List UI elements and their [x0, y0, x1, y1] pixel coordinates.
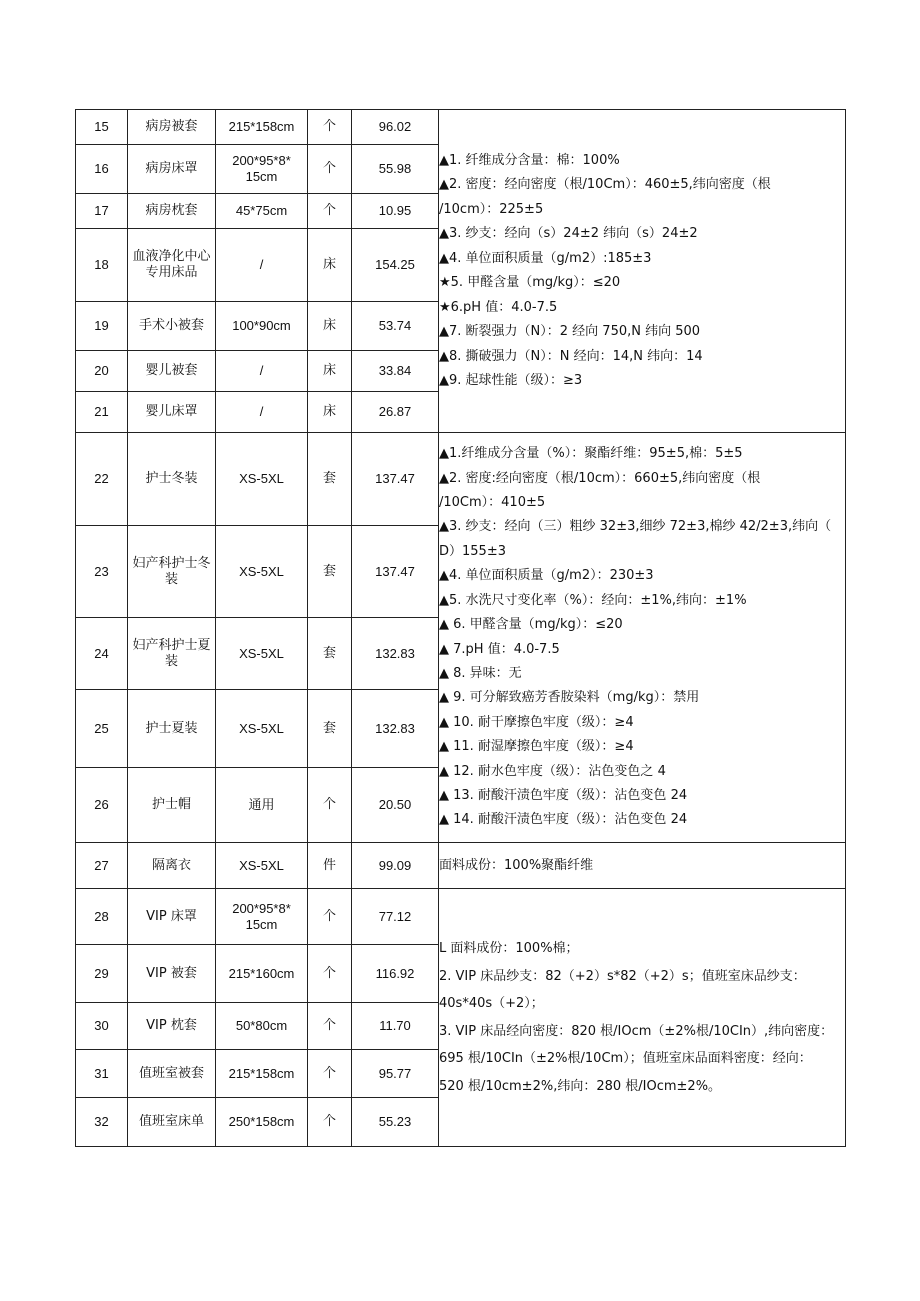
requirement-line: ▲1.纤维成分含量（%）：聚酯纤维：95±5,棉：5±5: [439, 446, 743, 462]
item-spec: XS-5XL: [216, 433, 308, 526]
item-price: 137.47: [352, 526, 439, 618]
item-price: 55.98: [352, 145, 439, 194]
item-spec: 200*95*8* 15cm: [216, 145, 308, 194]
table-row: [76, 889, 846, 945]
item-name: 病房枕套: [128, 194, 216, 229]
item-spec: 250*158cm: [216, 1098, 308, 1147]
item-price: 11.70: [352, 1003, 439, 1050]
item-unit: 件: [308, 843, 352, 889]
requirement-line: ▲7. 断裂强力（N）：2 经向 750,N 纬向 500: [439, 324, 701, 339]
requirement-line: D）155±3: [439, 543, 506, 559]
item-price: 95.77: [352, 1050, 439, 1098]
item-price: 77.12: [352, 889, 439, 945]
row-number: 25: [76, 690, 128, 768]
item-price: 53.74: [352, 302, 439, 351]
requirements-list: [439, 935, 845, 1100]
requirements-cell: [439, 110, 846, 433]
item-spec: /: [216, 392, 308, 433]
requirement-line: 695 根/10CIn（±2%根/10Cm）；值班室床品面料密度：经向：: [439, 1051, 812, 1066]
requirement-line: ▲2. 密度:经向密度（根/10cm）：660±5,纬向密度（根: [439, 470, 761, 486]
item-name: 血液净化中心专用床品: [128, 229, 216, 302]
item-unit: 个: [308, 110, 352, 145]
table-row: [76, 110, 846, 145]
item-unit: 个: [308, 889, 352, 945]
item-name: VIP 枕套: [128, 1003, 216, 1050]
item-price: 55.23: [352, 1098, 439, 1147]
row-number: 21: [76, 392, 128, 433]
item-unit: 个: [308, 145, 352, 194]
requirement-line: 3. VIP 床品经向密度：820 根/IOcm（±2%根/10CIn）,纬向密度：: [439, 1023, 834, 1039]
item-name: 值班室被套: [128, 1050, 216, 1098]
requirement-line: 520 根/10cm±2%,纬向：280 根/IOcm±2%。: [439, 1078, 722, 1094]
row-number: 22: [76, 433, 128, 526]
item-price: 99.09: [352, 843, 439, 889]
item-name: 手术小被套: [128, 302, 216, 351]
item-unit: 个: [308, 194, 352, 229]
requirement-line: ▲ 14. 耐酸汗渍色牢度（级）：沾色变色 24: [439, 812, 688, 828]
requirement-line: ★6.pH 值：4.0-7.5: [439, 299, 558, 315]
item-unit: 个: [308, 1050, 352, 1098]
item-unit: 套: [308, 433, 352, 526]
item-spec: /: [216, 351, 308, 392]
requirement-line: ▲4. 单位面积质量（g/m2）:185±3: [439, 250, 652, 266]
requirement-line: ▲3. 纱支：经向（三）粗纱 32±3,细纱 72±3,棉纱 42/2±3,纬向（: [439, 519, 832, 535]
requirements-cell: 面料成份：100%聚酯纤维: [439, 843, 846, 889]
row-number: 23: [76, 526, 128, 618]
row-number: 27: [76, 843, 128, 889]
item-price: 116.92: [352, 945, 439, 1003]
item-name: VIP 床罩: [128, 889, 216, 945]
item-name: 护士夏装: [128, 690, 216, 768]
item-unit: 套: [308, 690, 352, 768]
item-unit: 个: [308, 945, 352, 1003]
table-row: [76, 843, 846, 889]
item-price: 137.47: [352, 433, 439, 526]
row-number: 20: [76, 351, 128, 392]
item-name: 婴儿被套: [128, 351, 216, 392]
item-name: 妇产科护士夏装: [128, 618, 216, 690]
item-price: 154.25: [352, 229, 439, 302]
requirement-line: ▲2. 密度：经向密度（根/10Cm）：460±5,纬向密度（根: [439, 177, 771, 192]
item-unit: 个: [308, 768, 352, 843]
row-number: 32: [76, 1098, 128, 1147]
item-price: 132.83: [352, 618, 439, 690]
item-price: 132.83: [352, 690, 439, 768]
item-spec: 200*95*8* 15cm: [216, 889, 308, 945]
row-number: 30: [76, 1003, 128, 1050]
requirements-cell: [439, 433, 846, 843]
item-unit: 套: [308, 526, 352, 618]
item-name: 妇产科护士冬装: [128, 526, 216, 618]
item-unit: 床: [308, 351, 352, 392]
item-name: 病房床罩: [128, 145, 216, 194]
item-price: 96.02: [352, 110, 439, 145]
item-name: 婴儿床罩: [128, 392, 216, 433]
requirement-line: ▲ 10. 耐干摩擦色牢度（级）：≥4: [439, 714, 634, 730]
item-name: 值班室床单: [128, 1098, 216, 1147]
item-name: 护士帽: [128, 768, 216, 843]
requirement-line: ▲4. 单位面积质量（g/m2）：230±3: [439, 568, 654, 584]
table-row: [76, 433, 846, 526]
requirement-line: ▲ 12. 耐水色牢度（级）：沾色变色之 4: [439, 763, 666, 779]
requirement-line: /10Cm）：410±5: [439, 495, 546, 511]
item-name: 护士冬装: [128, 433, 216, 526]
item-name: 病房被套: [128, 110, 216, 145]
row-number: 15: [76, 110, 128, 145]
item-unit: 床: [308, 392, 352, 433]
item-spec: 215*160cm: [216, 945, 308, 1003]
row-number: 19: [76, 302, 128, 351]
requirement-line: 40s*40s（+2）；: [439, 996, 544, 1011]
item-spec: 215*158cm: [216, 1050, 308, 1098]
row-number: 28: [76, 889, 128, 945]
requirements-list: [439, 442, 845, 833]
requirement-line: ▲ 7.pH 值：4.0-7.5: [439, 641, 560, 657]
row-number: 17: [76, 194, 128, 229]
row-number: 16: [76, 145, 128, 194]
row-number: 29: [76, 945, 128, 1003]
item-unit: 套: [308, 618, 352, 690]
product-spec-table: [75, 109, 846, 1147]
item-spec: XS-5XL: [216, 843, 308, 889]
item-unit: 床: [308, 229, 352, 302]
item-spec: 45*75cm: [216, 194, 308, 229]
requirement-line: ▲5. 水洗尺寸变化率（%）：经向：±1%,纬向：±1%: [439, 592, 747, 608]
requirement-line: ▲3. 纱支：经向（s）24±2 纬向（s）24±2: [439, 226, 698, 241]
row-number: 26: [76, 768, 128, 843]
requirement-line: ★5. 甲醛含量（mg/kg）：≤20: [439, 275, 621, 290]
item-unit: 个: [308, 1003, 352, 1050]
item-price: 33.84: [352, 351, 439, 392]
requirement-line: ▲ 8. 异味：无: [439, 665, 522, 681]
item-spec: XS-5XL: [216, 618, 308, 690]
requirement-line: ▲ 6. 甲醛含量（mg/kg）：≤20: [439, 617, 623, 633]
item-price: 26.87: [352, 392, 439, 433]
requirement-line: /10cm）：225±5: [439, 201, 544, 217]
row-number: 24: [76, 618, 128, 690]
requirement-line: ▲ 13. 耐酸汗渍色牢度（级）：沾色变色 24: [439, 787, 688, 803]
item-name: VIP 被套: [128, 945, 216, 1003]
item-spec: 50*80cm: [216, 1003, 308, 1050]
item-unit: 床: [308, 302, 352, 351]
item-price: 10.95: [352, 194, 439, 229]
requirement-line: L 面料成份：100%棉；: [439, 941, 579, 956]
item-unit: 个: [308, 1098, 352, 1147]
row-number: 31: [76, 1050, 128, 1098]
item-spec: 通用: [216, 768, 308, 843]
requirement-line: ▲ 11. 耐湿摩擦色牢度（级）：≥4: [439, 739, 634, 755]
requirements-list: [439, 149, 845, 394]
item-spec: XS-5XL: [216, 690, 308, 768]
requirement-line: ▲8. 撕破强力（N）：N 经向：14,N 纬向：14: [439, 348, 703, 364]
requirement-line: ▲ 9. 可分解致癌芳香胺染料（mg/kg）：禁用: [439, 690, 700, 706]
item-name: 隔离衣: [128, 843, 216, 889]
item-spec: 215*158cm: [216, 110, 308, 145]
item-spec: /: [216, 229, 308, 302]
requirement-line: 2. VIP 床品纱支：82（+2）s*82（+2）s；值班室床品纱支：: [439, 968, 806, 984]
item-spec: XS-5XL: [216, 526, 308, 618]
item-spec: 100*90cm: [216, 302, 308, 351]
row-number: 18: [76, 229, 128, 302]
requirement-line: ▲1. 纤维成分含量：棉：100%: [439, 152, 620, 168]
item-price: 20.50: [352, 768, 439, 843]
requirement-line: ▲9. 起球性能（级）：≥3: [439, 373, 583, 388]
requirements-cell: [439, 889, 846, 1147]
